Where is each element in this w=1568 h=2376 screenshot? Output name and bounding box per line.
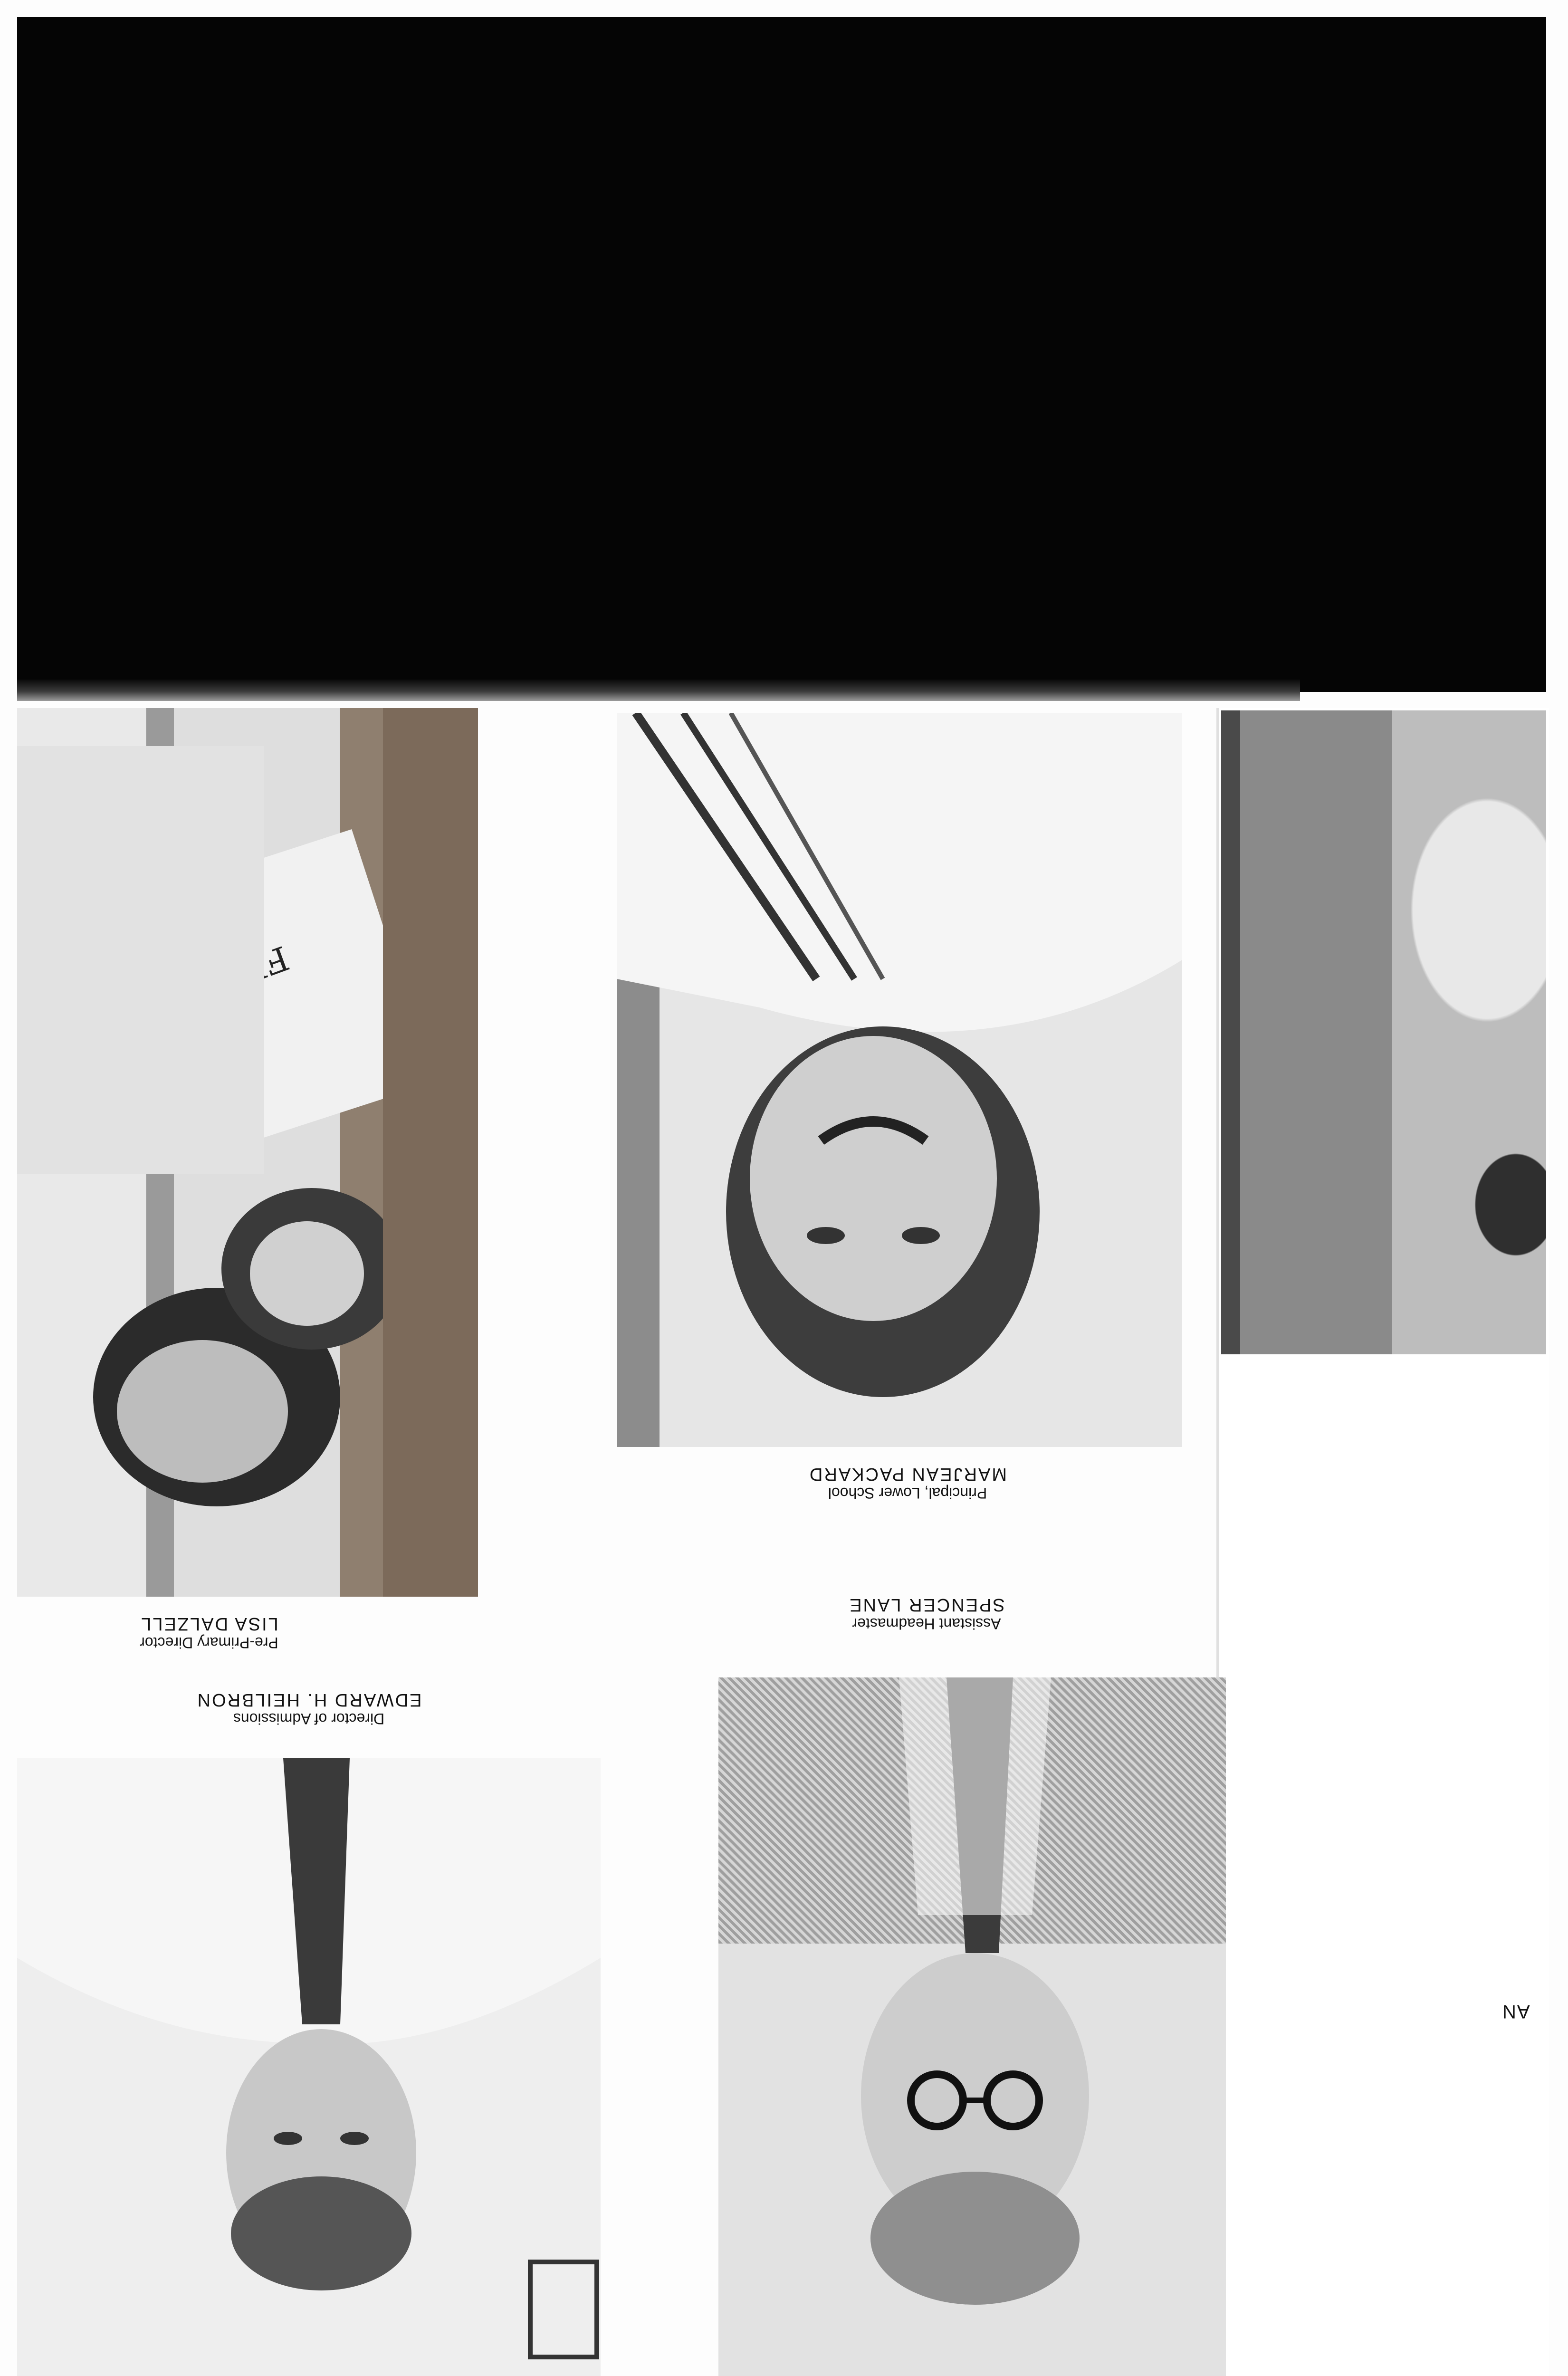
photo-marjean-packard	[617, 713, 1182, 1447]
caption-name: MARJEAN PACKARD	[808, 1464, 1007, 1484]
caption-name: SPENCER LANE	[848, 1595, 1005, 1615]
caption-title: Assistant Headmaster	[852, 1615, 1001, 1632]
photo-spencer-lane	[718, 1677, 1226, 2376]
photo-edward-heilbron-art	[17, 1758, 601, 2376]
caption-title: Director of Admissions	[233, 1710, 385, 1727]
caption-name: EDWARD H. HEILBRON	[196, 1690, 422, 1710]
caption-lisa-dalzell	[76, 1613, 342, 1655]
right-page-photo	[1221, 710, 1546, 1354]
cover-edge-shadow	[17, 680, 1300, 701]
caption-spencer-lane	[760, 1594, 1093, 1636]
caption-title: Principal, Lower School	[828, 1485, 987, 1502]
right-page-text-fragment: AN	[1501, 2001, 1530, 2022]
caption-name: LISA DALZELL	[140, 1614, 278, 1634]
caption-edward-heilbron	[162, 1689, 456, 1731]
photo-marjean-packard-art	[617, 713, 1182, 1447]
black-cover-band	[17, 17, 1546, 692]
photo-edward-heilbron	[17, 1758, 601, 2376]
photo-lisa-dalzell	[17, 708, 478, 1597]
caption-title: Pre-Primary Director	[140, 1634, 278, 1651]
photo-spencer-lane-art	[718, 1677, 1226, 2376]
caption-marjean-packard	[741, 1464, 1074, 1505]
photo-lisa-dalzell-art	[17, 708, 478, 1597]
